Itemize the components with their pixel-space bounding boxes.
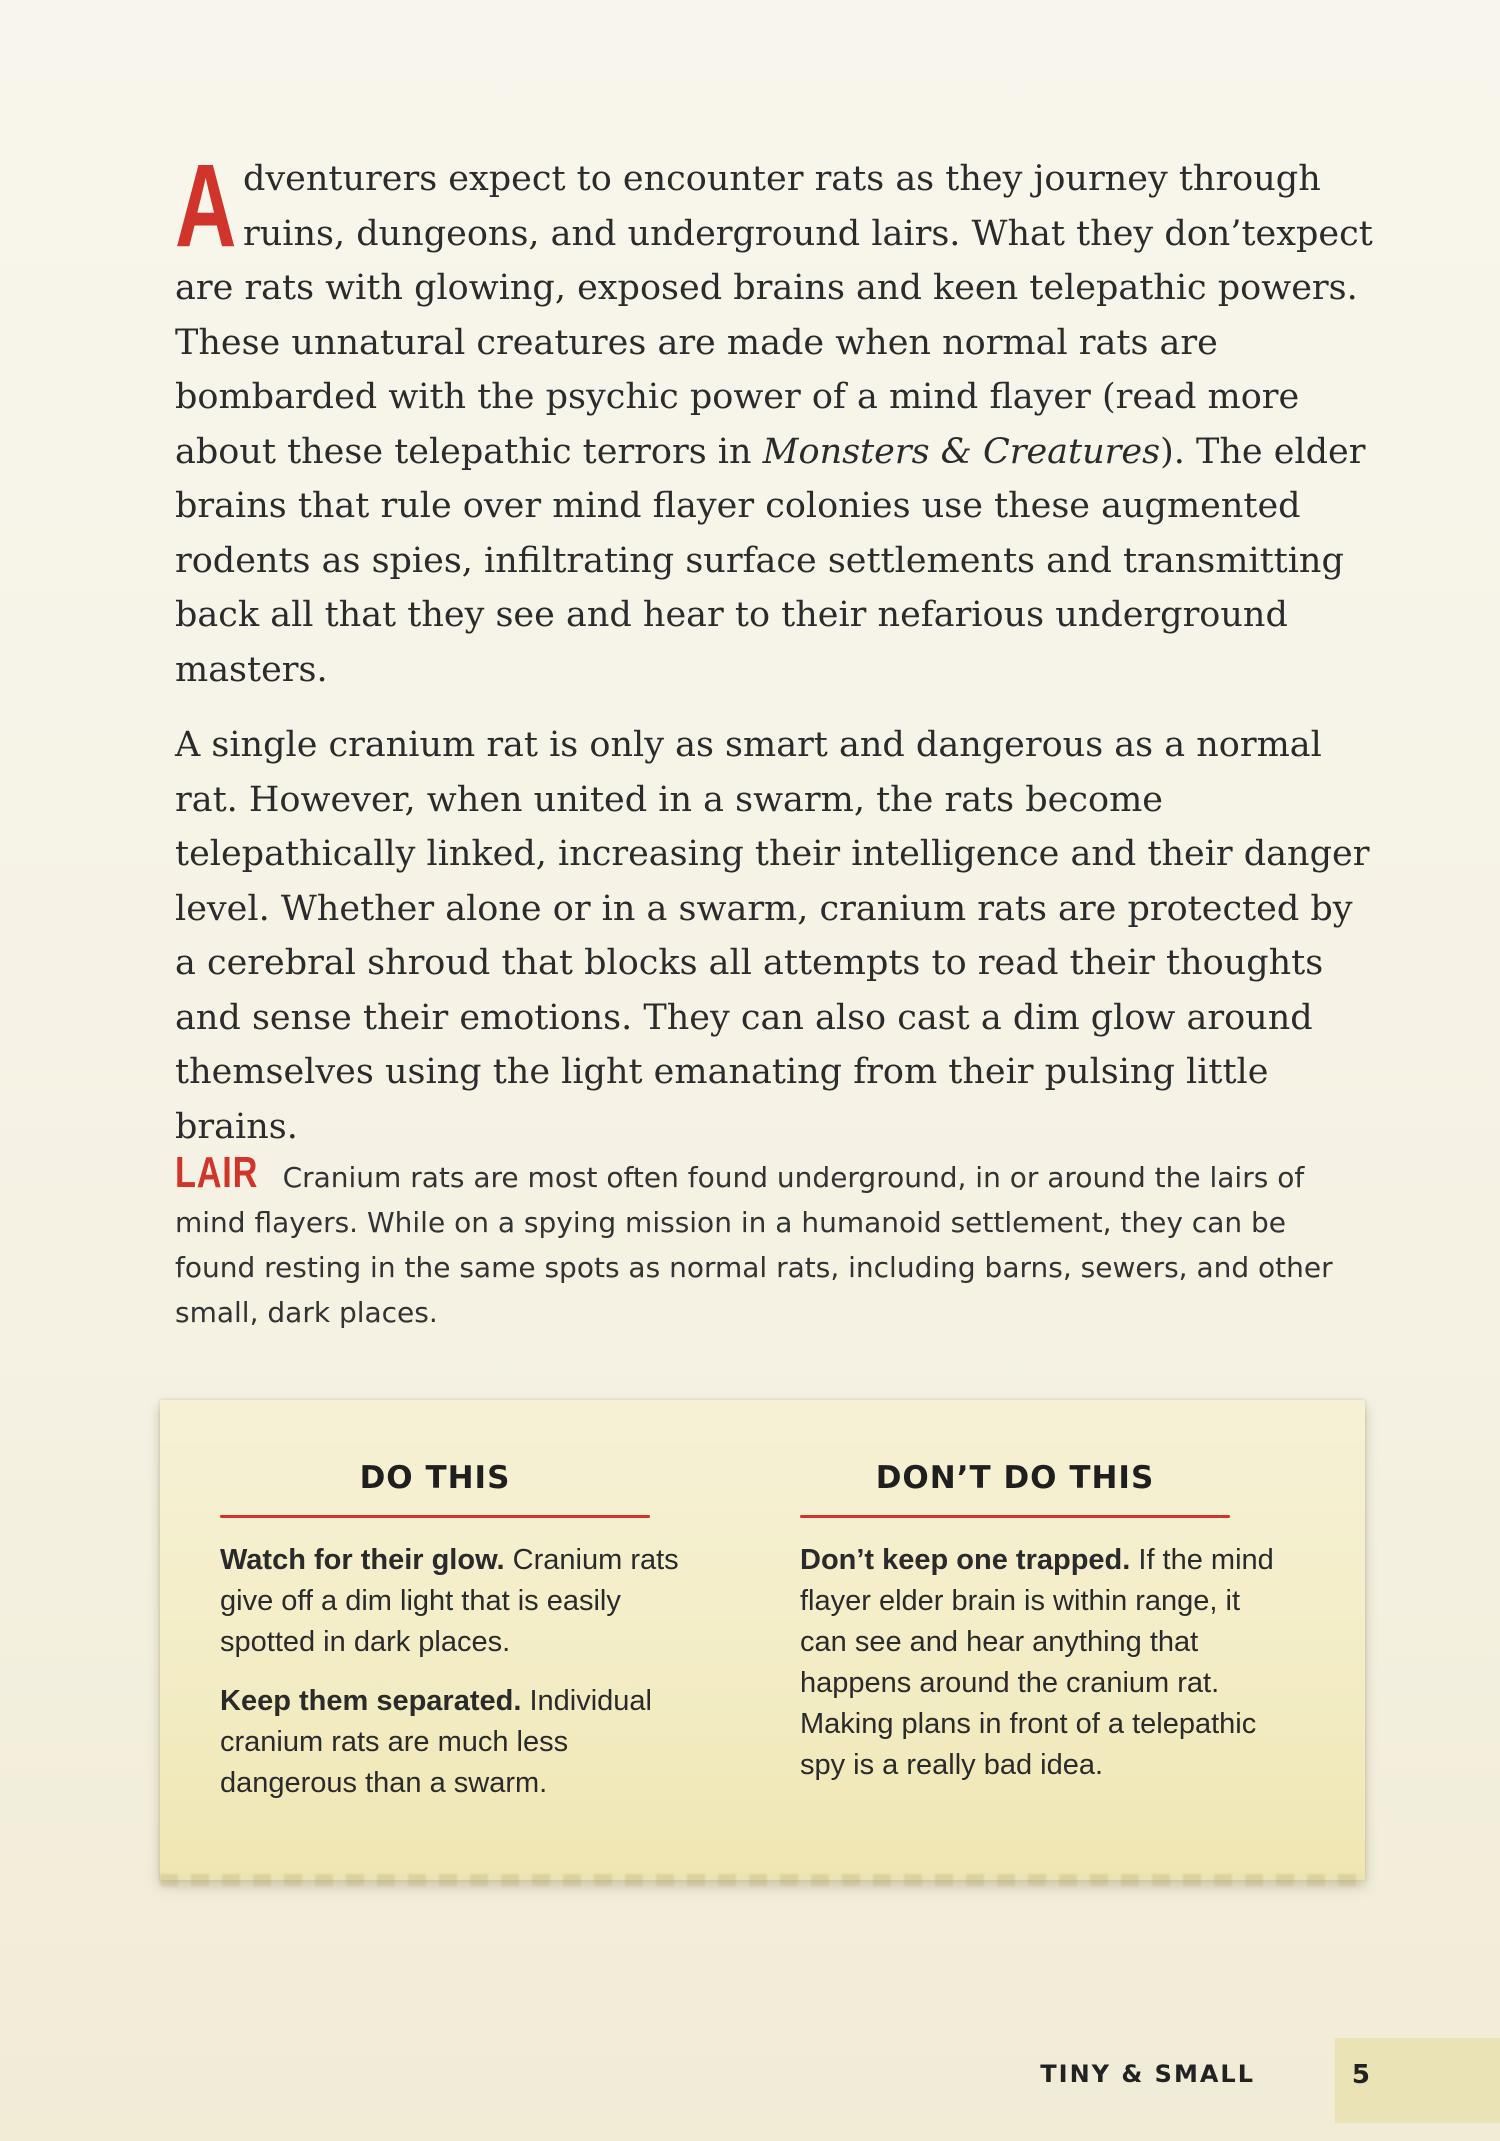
dont-do-this-heading: DON’T DO THIS	[800, 1460, 1230, 1518]
section-title: TINY & SMALL	[1040, 2060, 1255, 2088]
do-tip-lead: Keep them separated.	[220, 1685, 522, 1717]
swarm-paragraph: A single cranium rat is only as smart and dangerous as a normal rat. However, when united in a swarm, the rats become telepathically linked, increasing their intelligence and their danger level. Whether alone or in a swarm, cranium rats are protected by a cerebral shroud that blocks all attempts to read their thoughts and sense their emotions. They can also cast a dim glow around themselves using the light emanating from their pulsing little brains.	[175, 725, 1370, 1147]
do-this-column	[220, 1460, 720, 1804]
lair-label: LAIR	[175, 1148, 259, 1197]
intro-paragraph	[175, 140, 1375, 697]
intro-body-end: ). The elder brains that rule over mind flayer colonies use these augmented rodents as spies, infiltrating surface settlements and transmitting back all that they see and hear to their nefarious underground masters.	[175, 431, 1366, 690]
book-title-reference: Monsters & Creatures	[762, 431, 1161, 472]
do-tip	[220, 1540, 710, 1663]
lair-section	[175, 1150, 1375, 1335]
do-tip-text: Cranium rats give off a dim light that is easily spotted in dark places.	[220, 1544, 679, 1658]
intro-line-2: ruins, dungeons, and underground lairs. What they don’t	[243, 213, 1256, 254]
dont-do-this-column	[800, 1460, 1300, 1786]
drop-cap: A	[175, 140, 237, 272]
do-tip-lead: Watch for their glow.	[220, 1544, 505, 1576]
dont-tip-text: If the mind flayer elder brain is within range, it can see and hear anything that happens around the cranium rat. Making plans in front of a telepathic spy is a really bad idea.	[800, 1544, 1274, 1781]
do-this-heading: DO THIS	[220, 1460, 650, 1518]
do-tip-text: Individual cranium rats are much less dangerous than a swarm.	[220, 1685, 652, 1799]
do-tip	[220, 1681, 710, 1804]
intro-line-1: dventurers expect to encounter rats as they journey through	[243, 159, 1321, 199]
page-footer	[0, 2060, 1500, 2100]
tips-note-card	[160, 1400, 1365, 1880]
lair-text: Cranium rats are most often found underground, in or around the lairs of mind flayers. While on a spying mission in a humanoid settlement, they can be found resting in the same spots as normal rats, including barns, sewers, and other small, dark places.	[175, 1161, 1333, 1329]
dont-tip	[800, 1540, 1290, 1786]
intro-body: expect are rats with glowing, exposed brains and keen telepathic powers. These unnatural creatures are made when normal rats are bombarded with the psychic power of a mind flayer (read more about these telepathic terrors in	[175, 213, 1373, 472]
dont-tip-lead: Don’t keep one trapped.	[800, 1544, 1131, 1576]
page-number: 5	[1351, 2060, 1370, 2090]
